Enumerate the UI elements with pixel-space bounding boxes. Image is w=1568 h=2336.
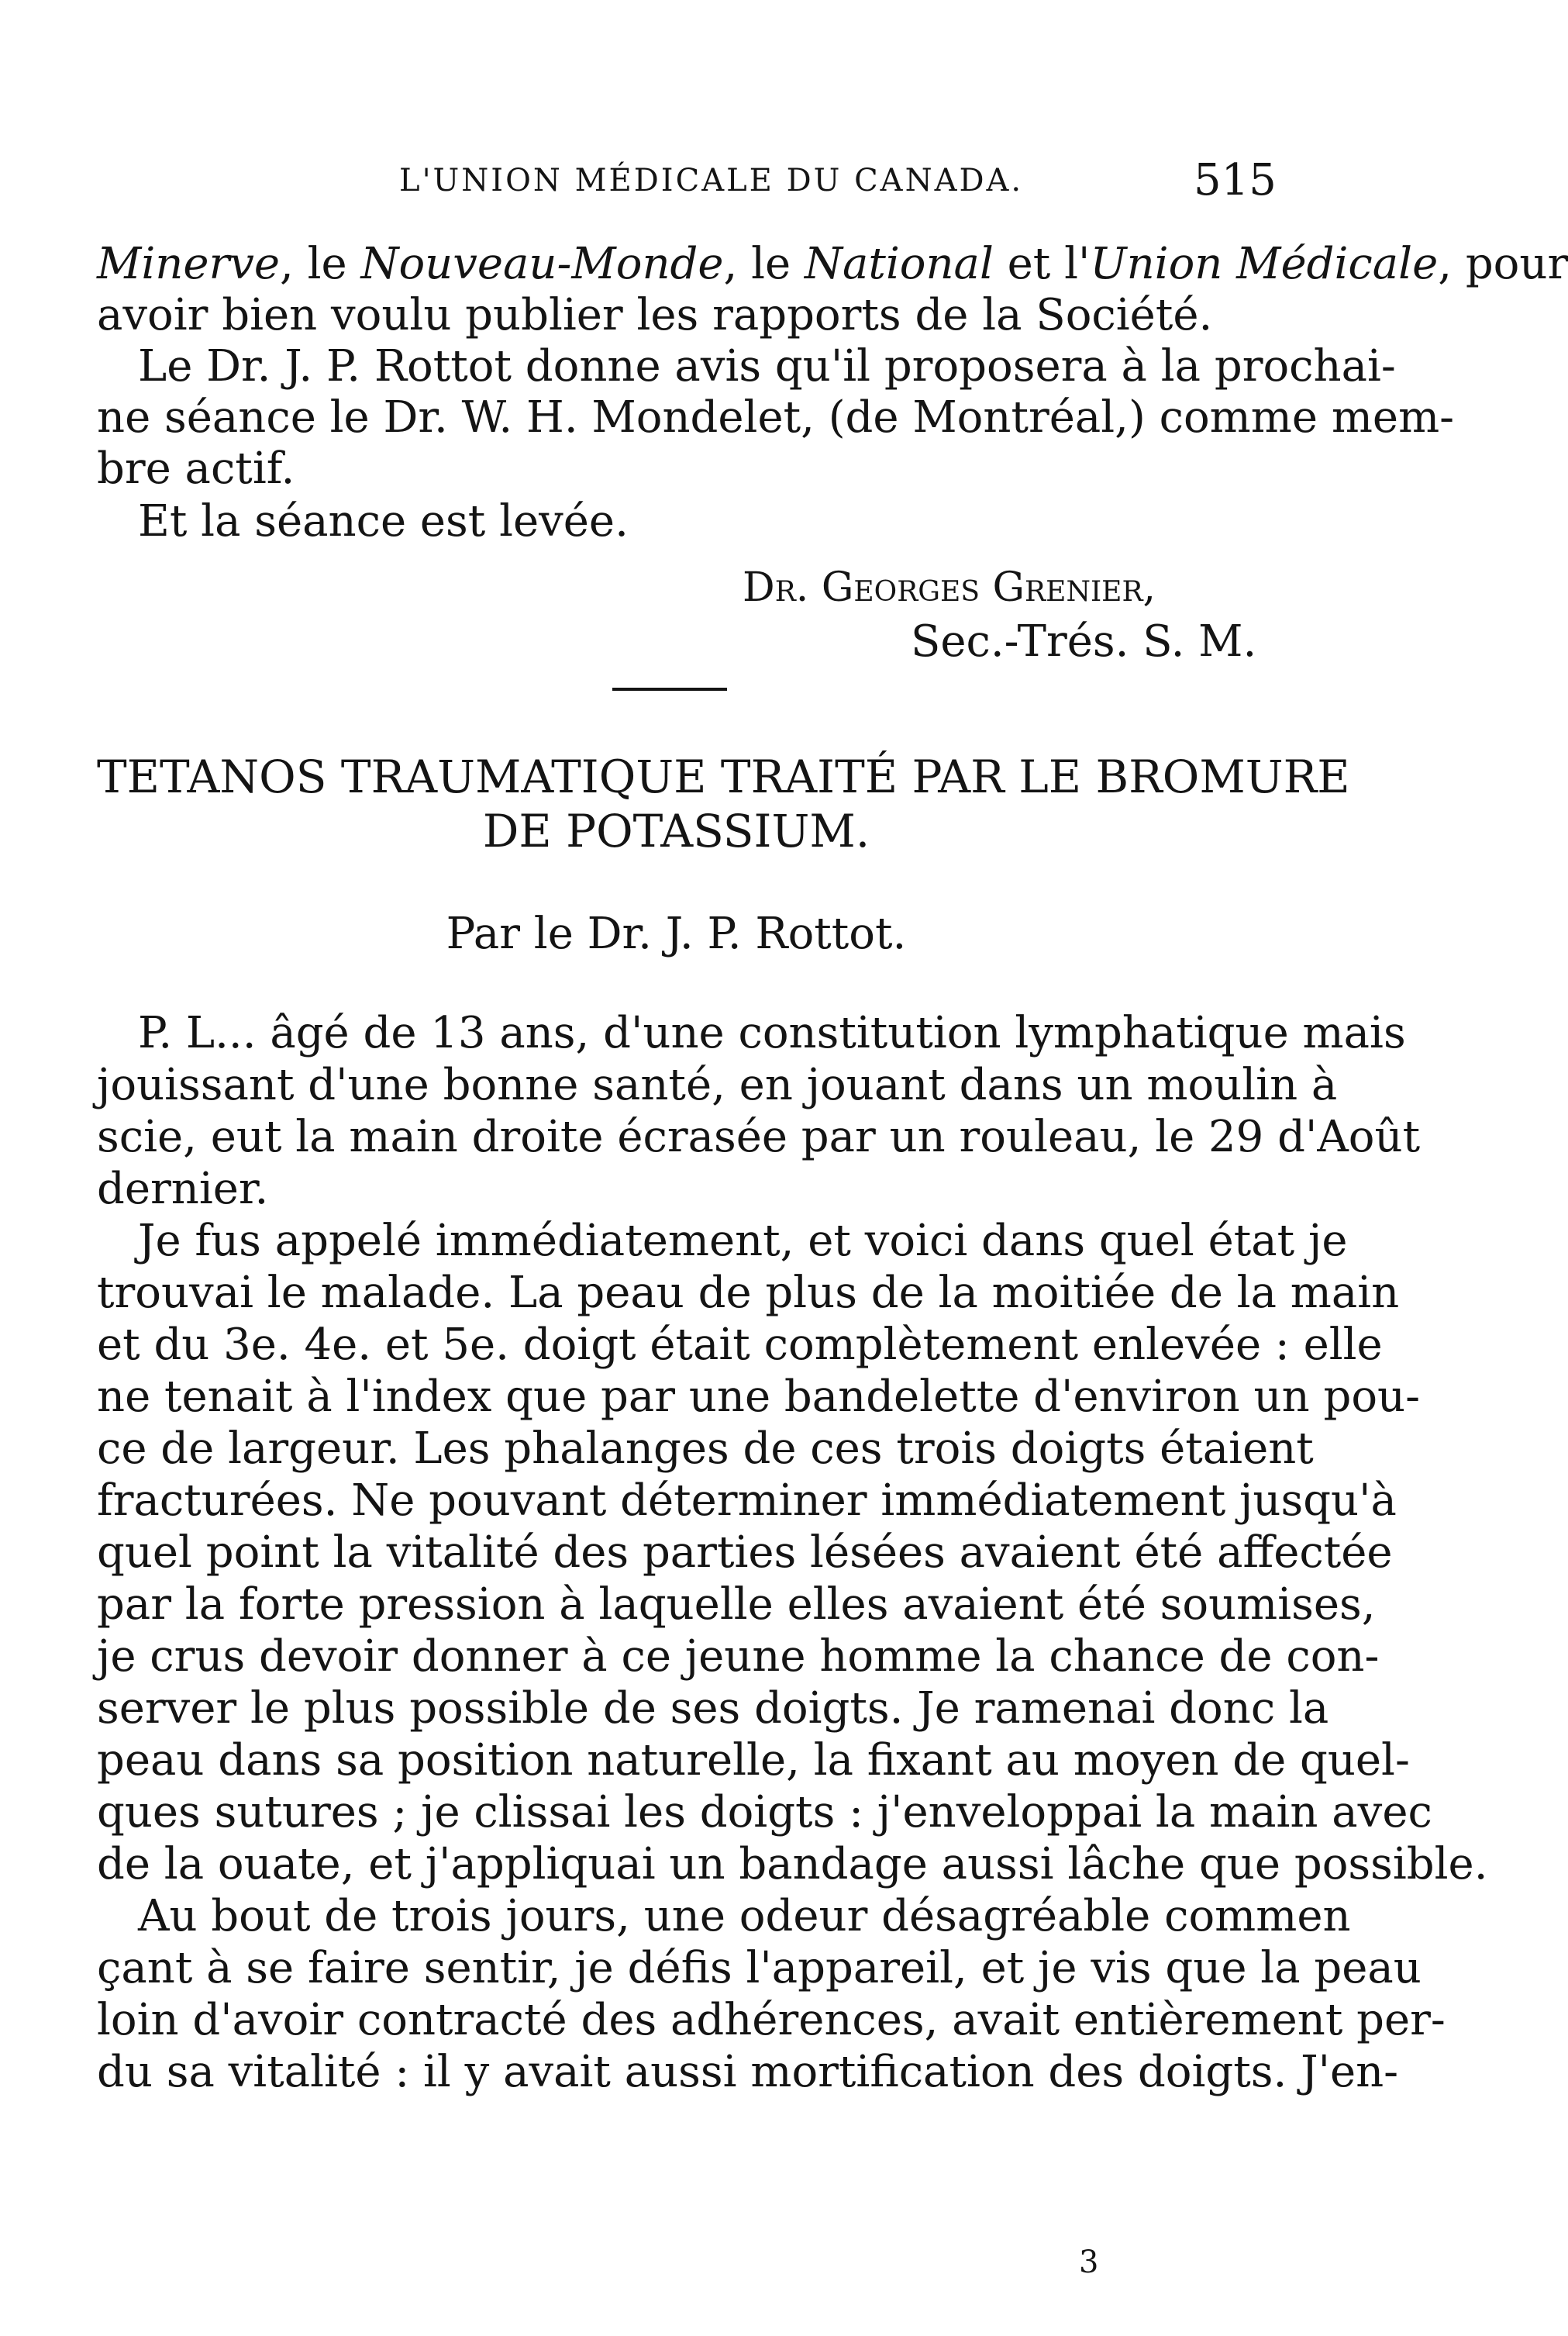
text-line: P. L... âgé de 13 ans, d'une constitution lymphatique mais [138, 1008, 1406, 1058]
printer-signature-mark: 3 [1079, 2245, 1099, 2280]
text-line: et du 3e. 4e. et 5e. doigt était complètement enlevée : elle [97, 1320, 1383, 1370]
text-line: je crus devoir donner à ce jeune homme la chance de con- [97, 1631, 1380, 1682]
text-line: peau dans sa position naturelle, la fixant au moyen de quel- [97, 1735, 1410, 1786]
text-line: dernier. [97, 1164, 269, 1214]
article-title: DE POTASSIUM. [482, 805, 870, 857]
text-line: ne tenait à l'index que par une bandelette d'environ un pou- [97, 1372, 1421, 1422]
text-line: trouvai le malade. La peau de plus de la moitiée de la main [97, 1268, 1400, 1318]
section-divider [612, 688, 727, 691]
text-line: loin d'avoir contracté des adhérences, avait entièrement per- [97, 1995, 1446, 2045]
article-title: TETANOS TRAUMATIQUE TRAITÉ PAR LE BROMURE [97, 750, 1350, 803]
page-number: 515 [1194, 155, 1277, 205]
text-line: Le Dr. J. P. Rottot donne avis qu'il proposera à la prochai- [138, 341, 1396, 392]
text-line: Au bout de trois jours, une odeur désagréable commen [138, 1891, 1351, 1941]
journal-name: Minerve [97, 239, 281, 289]
text-line: quel point la vitalité des parties lésées avaient été affectée [97, 1527, 1393, 1578]
text-line: Je fus appelé immédiatement, et voici dans quel état je [138, 1216, 1348, 1266]
text-line: du sa vitalité : il y avait aussi mortification des doigts. J'en- [97, 2047, 1399, 2097]
text-line: Et la séance est levée. [138, 496, 629, 547]
journal-name: Union Médicale [1090, 239, 1439, 289]
text-line: de la ouate, et j'appliquai un bandage aussi lâche que possible. [97, 1839, 1488, 1889]
text-line: bre actif. [97, 443, 295, 494]
journal-name: National [804, 239, 994, 289]
article-byline: Par le Dr. J. P. Rottot. [446, 909, 907, 959]
text-line: par la forte pression à laquelle elles avaient été soumises, [97, 1579, 1376, 1630]
text-line: server le plus possible de ses doigts. Je ramenai donc la [97, 1683, 1329, 1734]
text-line: avoir bien voulu publier les rapports de la Société. [97, 290, 1213, 340]
text-line: ce de largeur. Les phalanges de ces trois doigts étaient [97, 1423, 1314, 1474]
text-line: ques sutures ; je clissai les doigts : j'enveloppai la main avec [97, 1787, 1432, 1837]
text-line: fracturées. Ne pouvant déterminer immédiatement jusqu'à [97, 1475, 1397, 1526]
text-line: ne séance le Dr. W. H. Mondelet, (de Montréal,) comme mem- [97, 392, 1455, 443]
journal-name: Nouveau-Monde [360, 239, 724, 289]
text-line: Minerve, le Nouveau-Monde, le National et l'Union Médicale, pour [97, 239, 1568, 289]
text-line: jouissant d'une bonne santé, en jouant dans un moulin à [97, 1060, 1338, 1110]
signature-name: Dr. Georges Grenier, [743, 564, 1156, 611]
text-line: scie, eut la main droite écrasée par un rouleau, le 29 d'Août [97, 1112, 1421, 1162]
text-line: çant à se faire sentir, je défis l'appareil, et je vis que la peau [97, 1943, 1422, 1993]
signature-title: Sec.-Trés. S. M. [911, 616, 1257, 667]
running-header: L'UNION MÉDICALE DU CANADA. [399, 163, 1024, 198]
